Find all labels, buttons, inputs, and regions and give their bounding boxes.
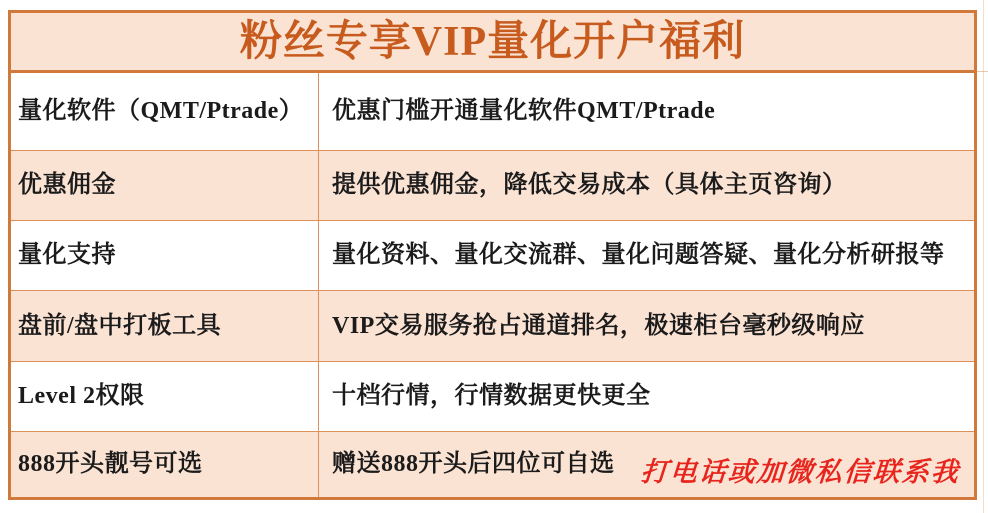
benefit-item-cell: 优惠佣金 bbox=[11, 151, 319, 220]
benefit-item-cell: Level 2权限 bbox=[11, 362, 319, 431]
spreadsheet-gridline-horizontal bbox=[977, 71, 988, 72]
table-row bbox=[11, 362, 974, 432]
contact-note: 打电话或加微私信联系我 bbox=[639, 457, 961, 487]
benefit-description-cell: VIP交易服务抢占通道排名，极速柜台毫秒级响应 bbox=[332, 312, 865, 339]
benefits-table-body bbox=[11, 73, 974, 497]
header-banner bbox=[8, 10, 977, 73]
benefit-description-cell: 十档行情，行情数据更快更全 bbox=[332, 382, 651, 409]
benefit-item-cell: 888开头靓号可选 bbox=[11, 432, 319, 497]
benefit-description-cell: 量化资料、量化交流群、量化问题答疑、量化分析研报等 bbox=[332, 242, 945, 269]
benefit-item-cell: 量化软件（QMT/Ptrade） bbox=[11, 73, 319, 150]
page-title: 粉丝专享VIP量化开户福利 bbox=[239, 18, 746, 65]
spreadsheet-gridline-vertical bbox=[983, 0, 984, 513]
benefit-item-cell: 量化支持 bbox=[11, 221, 319, 290]
table-row bbox=[11, 291, 974, 361]
benefit-description-cell: 优惠门槛开通量化软件QMT/Ptrade bbox=[332, 98, 716, 125]
benefit-item-cell: 盘前/盘中打板工具 bbox=[11, 291, 319, 360]
table-row bbox=[11, 73, 974, 151]
benefit-description-cell: 提供优惠佣金，降低交易成本（具体主页咨询） bbox=[332, 172, 847, 199]
benefits-table bbox=[8, 73, 977, 500]
table-row bbox=[11, 151, 974, 221]
table-row bbox=[11, 221, 974, 291]
benefit-description-cell: 赠送888开头后四位可自选 bbox=[332, 450, 615, 477]
